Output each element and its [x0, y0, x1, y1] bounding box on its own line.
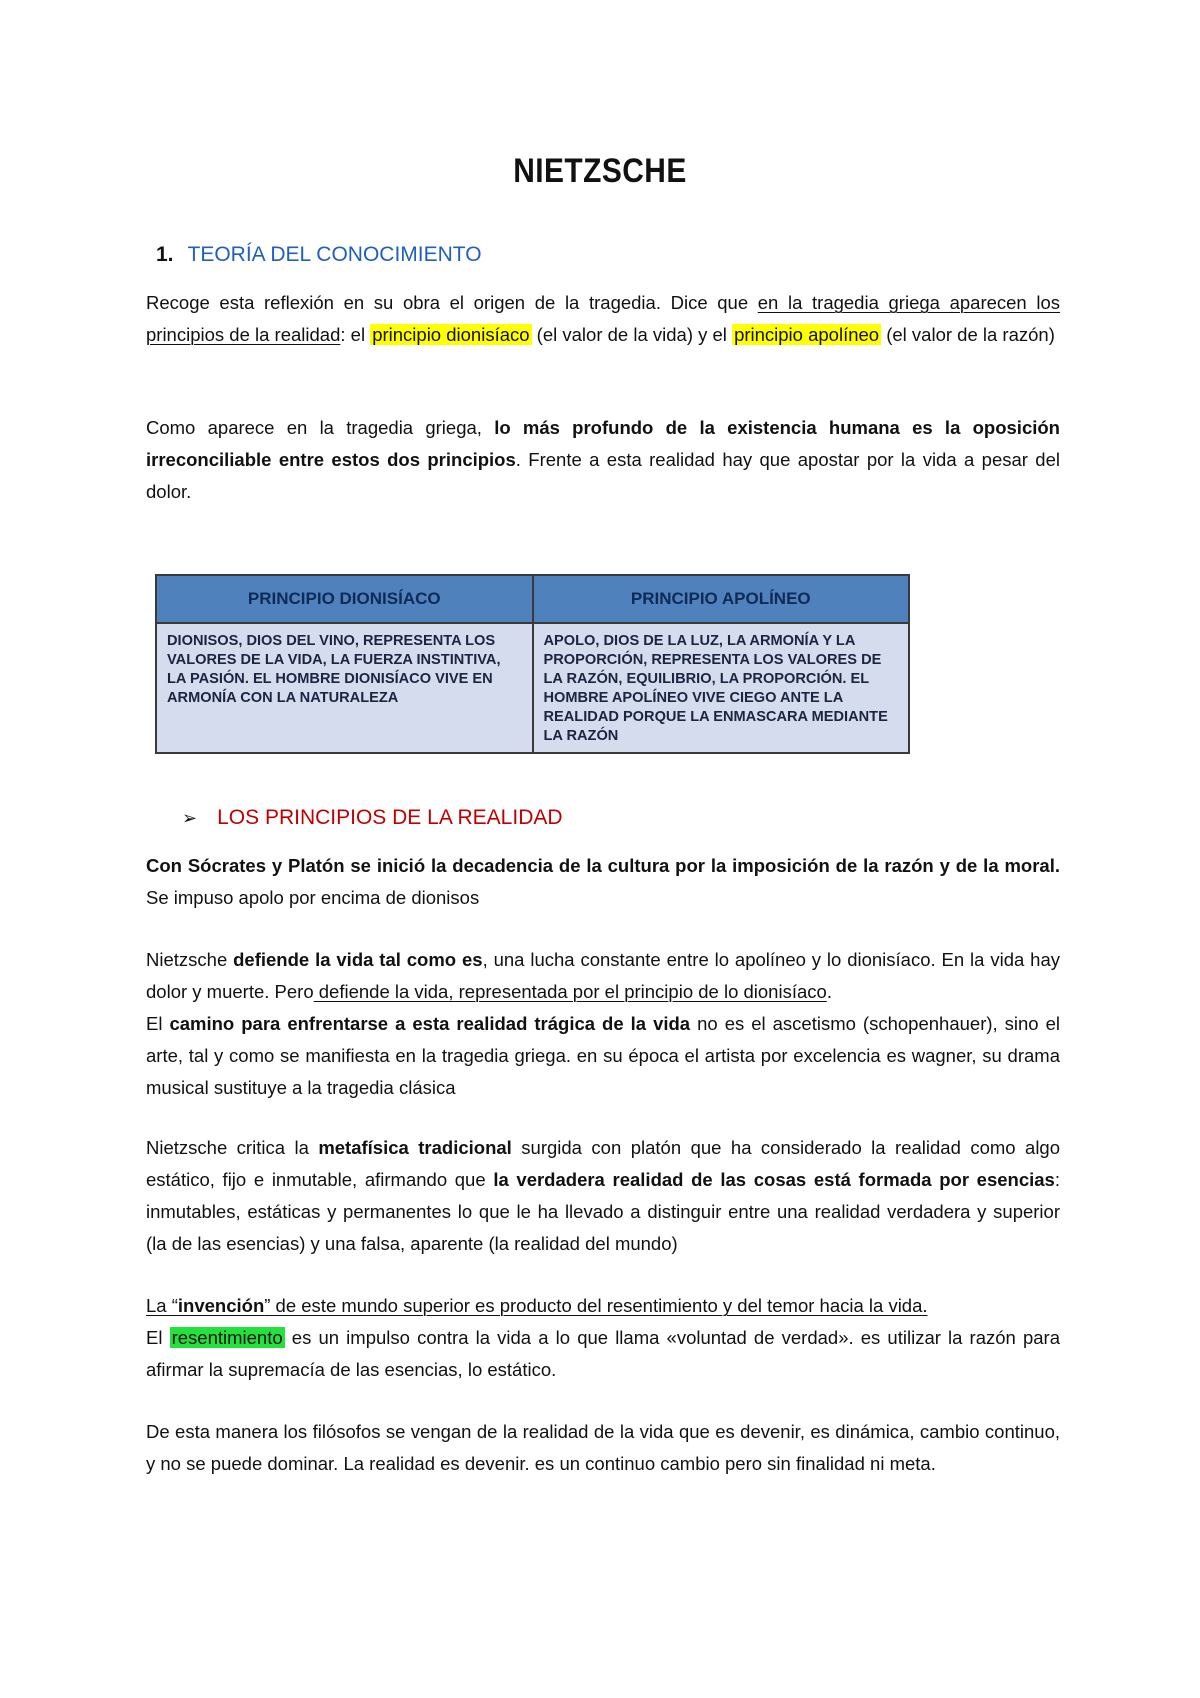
underlined-sentence	[146, 1295, 928, 1316]
underlined-text: defiende la vida, representada por el principio de lo dionisíaco	[313, 981, 827, 1002]
bold-text: defiende la vida tal como es	[233, 949, 483, 970]
bold-text: invención	[177, 1295, 265, 1316]
bold-text: lo más profundo de la existencia humana es la oposición irreconciliable entre estos dos principios	[146, 417, 1060, 470]
paragraph-resentimiento	[146, 1322, 1060, 1386]
bold-text: camino para enfrentarse a esta realidad trágica de la vida	[169, 1013, 691, 1034]
text-run: El	[146, 1013, 170, 1034]
paragraph-origen-tragedia	[146, 287, 1060, 351]
paragraph-defiende-vida	[146, 944, 1060, 1008]
text-run: es un impulso contra la vida a lo que llama «voluntad de verdad». es utilizar la razón para afirmar la supremacía de las esencias, lo estático.	[146, 1327, 1061, 1380]
paragraph-devenir	[146, 1416, 1060, 1480]
paragraph-invencion	[146, 1290, 1060, 1322]
text-run: De esta manera los filósofos se vengan de la realidad de la vida que es devenir, es dinámica, cambio continuo, y no se puede dominar. La realidad es devenir. es un continuo cambio pero sin finalidad ni meta.	[146, 1421, 1060, 1474]
section-heading-teoria	[156, 243, 482, 267]
paragraph-metafisica	[146, 1132, 1060, 1260]
principles-table	[155, 574, 910, 754]
subsection-heading-principios	[182, 806, 563, 830]
text-run: Se impuso apolo por encima de dionisos	[146, 887, 480, 908]
underlined-text: en la tragedia griega aparecen los principios de la realidad	[146, 292, 1061, 345]
bold-text: Con Sócrates y Platón se inició la decadencia de la cultura por la imposición de la razón y de la moral.	[146, 855, 1060, 876]
text-run: Como aparece en la tragedia griega,	[146, 417, 495, 438]
bold-text: metafísica tradicional	[318, 1137, 512, 1158]
section-number: 1.	[156, 243, 174, 266]
header-principio-apolineo: PRINCIPIO APOLÍNEO	[533, 575, 910, 623]
paragraph-camino-arte	[146, 1008, 1060, 1104]
text-run: ” de este mundo superior es producto del resentimiento y del temor hacia la vida.	[264, 1295, 928, 1316]
highlight-principio-apolineo: principio apolíneo	[734, 324, 880, 345]
highlight-resentimiento: resentimiento	[171, 1327, 283, 1348]
table-row	[156, 623, 909, 753]
paragraph-oposicion	[146, 412, 1060, 508]
text-run: surgida con platón que ha considerado la realidad como algo estático, fijo e inmutable, afirmando que	[146, 1137, 1061, 1190]
text-run: El	[146, 1327, 170, 1348]
text-run: Nietzsche	[146, 949, 234, 970]
text-run: : el	[340, 324, 371, 345]
text-run: .	[826, 981, 832, 1002]
text-run: : inmutables, estáticas y permanentes lo que le ha llevado a distinguir entre una realidad verdadera y superior (la de las esencias) y una falsa, aparente (la realidad del mundo)	[146, 1169, 1060, 1254]
bold-text: la verdadera realidad de las cosas está formada por esencias	[493, 1169, 1055, 1190]
text-run: (el valor de la vida) y el	[531, 324, 733, 345]
subsection-heading-text: LOS PRINCIPIOS DE LA REALIDAD	[217, 806, 563, 829]
highlight-principio-dionisiaco: principio dionisíaco	[372, 324, 530, 345]
text-run: Recoge esta reflexión en su obra el origen de la tragedia. Dice que	[146, 292, 758, 313]
text-run: La “	[146, 1295, 178, 1316]
header-principio-dionisiaco: PRINCIPIO DIONISÍACO	[156, 575, 533, 623]
document-title: NIETZSCHE	[513, 152, 687, 190]
text-run: , una lucha constante entre lo apolíneo y lo dionisíaco. En la vida hay dolor y muerte. Pero	[146, 949, 1060, 1002]
text-run: . Frente a esta realidad hay que apostar por la vida a pesar del dolor.	[146, 449, 1060, 502]
section-heading-text: TEORÍA DEL CONOCIMIENTO	[187, 243, 482, 266]
text-run: Nietzsche critica la	[146, 1137, 319, 1158]
arrow-bullet-icon: ➢	[182, 808, 198, 828]
text-run: (el valor de la razón)	[881, 324, 1055, 345]
table-header-row	[156, 575, 909, 623]
cell-apolineo: APOLO, DIOS DE LA LUZ, LA ARMONÍA Y LA PROPORCIÓN, REPRESENTA LOS VALORES DE LA RAZÓN, EQUILIBRIO, LA PROPORCIÓN. EL HOMBRE APOLÍNEO VIVE CIEGO ANTE LA REALIDAD PORQUE LA ENMASCARA MEDIANTE LA RAZÓN	[533, 623, 910, 753]
text-run: no es el ascetismo (schopenhauer), sino el arte, tal y como se manifiesta en la tragedia griega. en su época el artista por excelencia es wagner, su drama musical sustituye a la tragedia clásica	[146, 1013, 1060, 1098]
cell-dionisiaco: DIONISOS, DIOS DEL VINO, REPRESENTA LOS VALORES DE LA VIDA, LA FUERZA INSTINTIVA, LA PASIÓN. EL HOMBRE DIONISÍACO VIVE EN ARMONÍA CON LA NATURALEZA	[156, 623, 533, 753]
paragraph-socrates-platon	[146, 850, 1060, 914]
